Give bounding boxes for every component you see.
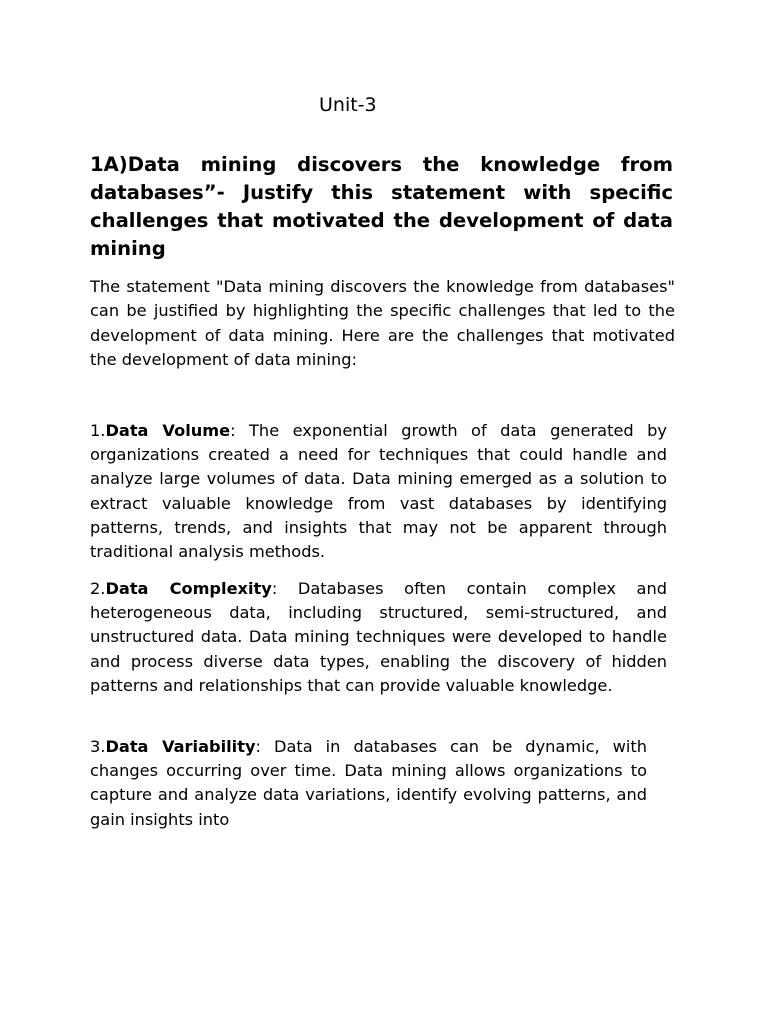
unit-title: Unit-3: [319, 94, 377, 116]
challenge-term: Data Variability: [105, 737, 256, 756]
challenge-text: : Data in databases can be dynamic, with changes occurring over time. Data mining allows organizations to capture and analyze data variations, identify evolving patterns, and gain insights into: [90, 737, 647, 829]
challenge-text: : Databases often contain complex and heterogeneous data, including structured, semi-structured, and unstructured data. Data mining techniques were developed to handle and process diverse data types, enabling the discovery of hidden patterns and relationships that can provide valuable knowledge.: [90, 579, 667, 695]
challenge-item-data-complexity: [90, 577, 667, 698]
challenge-number: 1.: [90, 421, 106, 440]
challenge-item-data-variability: [90, 735, 647, 832]
challenge-term: Data Volume: [105, 421, 231, 440]
challenge-text: : The exponential growth of data generated by organizations created a need for techniques that could handle and analyze large volumes of data. Data mining emerged as a solution to extract valuable knowledge from vast databases by identifying patterns, trends, and insights that may not be apparent through traditional analysis methods.: [90, 421, 667, 562]
challenge-number: 3.: [90, 737, 106, 756]
question-heading: 1A)Data mining discovers the knowledge from databases”- Justify this statement with specific challenges that motivated the development of data mining: [90, 153, 673, 260]
intro-paragraph: The statement "Data mining discovers the knowledge from databases" can be justified by highlighting the specific challenges that led to the development of data mining. Here are the challenges that motivated the development of data mining:: [90, 277, 675, 369]
challenge-item-data-volume: [90, 419, 667, 564]
challenge-term: Data Complexity: [105, 579, 272, 598]
challenge-number: 2.: [90, 579, 106, 598]
